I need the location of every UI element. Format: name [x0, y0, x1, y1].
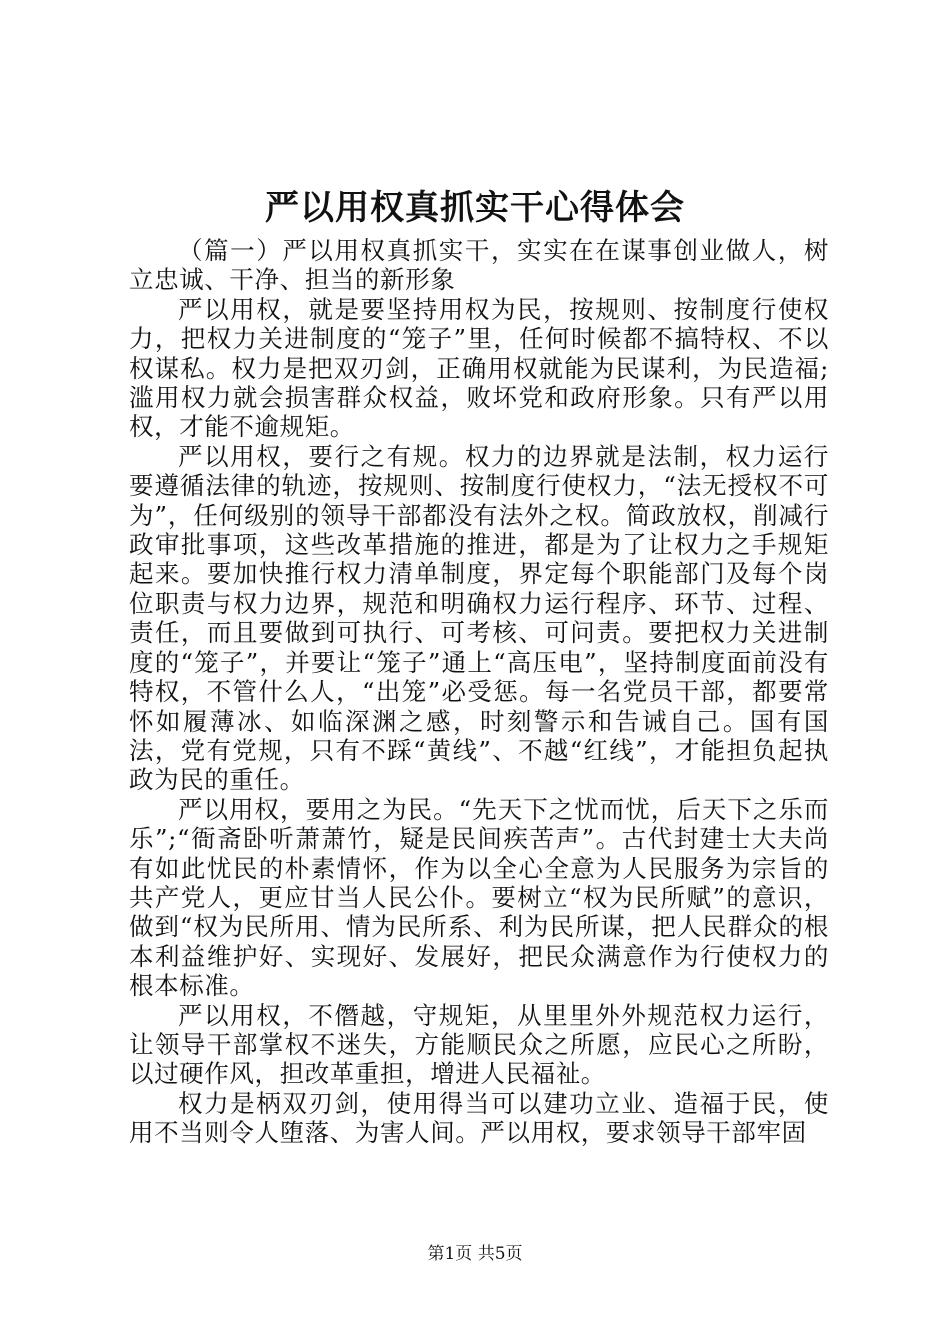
document-body	[129, 236, 829, 1148]
document-title: 严以用权真抓实干心得体会	[265, 188, 685, 228]
paragraph-5: 严以用权，不僭越，守规矩，从里里外外规范权力运行，让领导干部掌权不迷失，方能顺民众之所愿，应民心之所盼，以过硬作风，担改革重担，增进人民福祉。	[129, 1000, 829, 1089]
paragraph-4: 严以用权，要用之为民。“先天下之忧而忧，后天下之乐而乐”;“衙斋卧听萧萧竹，疑是民间疾苦声”。古代封建士大夫尚有如此忧民的朴素情怀，作为以全心全意为人民服务为宗旨的共产党人，更应甘当人民公仆。要树立“权为民所赋”的意识，做到“权为民所用、情为民所系、利为民所谋，把人民群众的根本利益维护好、实现好、发展好，把民众满意作为行使权力的根本标准。	[129, 794, 829, 1001]
paragraph-1: （篇一）严以用权真抓实干，实实在在谋事创业做人，树立忠诚、干净、担当的新形象	[129, 236, 829, 295]
paragraph-2: 严以用权，就是要坚持用权为民，按规则、按制度行使权力，把权力关进制度的“笼子”里，任何时候都不搞特权、不以权谋私。权力是把双刃剑，正确用权就能为民谋利，为民造福;滥用权力就会损害群众权益，败坏党和政府形象。只有严以用权，才能不逾规矩。	[129, 294, 829, 442]
paragraph-6: 权力是柄双刃剑，使用得当可以建功立业、造福于民，使用不当则令人堕落、为害人间。严以用权，要求领导干部牢固	[129, 1088, 829, 1148]
page-footer: 第1页 共5页	[427, 1244, 523, 1264]
paragraph-3: 严以用权，要行之有规。权力的边界就是法制，权力运行要遵循法律的轨迹，按规则、按制度行使权力，“法无授权不可为”，任何级别的领导干部都没有法外之权。简政放权，削减行政审批事项，这些改革措施的推进，都是为了让权力之手规矩起来。要加快推行权力清单制度，界定每个职能部门及每个岗位职责与权力边界，规范和明确权力运行程序、环节、过程、责任，而且要做到可执行、可考核、可问责。要把权力关进制度的“笼子”，并要让“笼子”通上“高压电”，坚持制度面前没有特权，不管什么人，“出笼”必受惩。每一名党员干部，都要常怀如履薄冰、如临深渊之感，时刻警示和告诫自己。国有国法，党有党规，只有不踩“黄线”、不越“红线”，才能担负起执政为民的重任。	[129, 441, 829, 795]
